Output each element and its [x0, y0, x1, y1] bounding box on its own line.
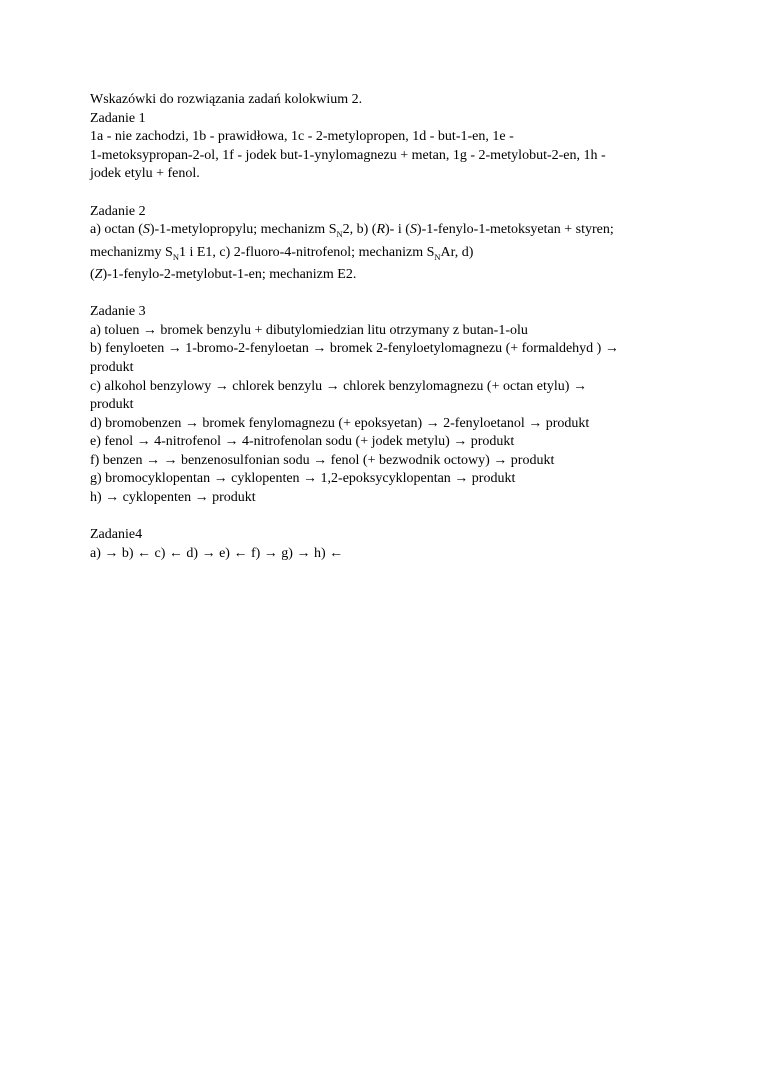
zadanie-3-line: g) bromocyklopentan → cyklopenten → 1,2-epoksycyklopentan → produkt [90, 471, 516, 487]
zadanie-3-line: a) toluen → bromek benzylu + dibutylomiedzian litu otrzymany z butan-1-olu [90, 322, 528, 338]
section-heading-zadanie-2: Zadanie 2 [90, 203, 146, 219]
zadanie-3-line: h) → cyklopenten → produkt [90, 490, 256, 506]
zadanie-3-line: f) benzen → → benzenosulfonian sodu → fenol (+ bezwodnik octowy) → produkt [90, 452, 555, 468]
zadanie-3-line: d) bromobenzen → bromek fenylomagnezu (+ epoksyetan) → 2-fenyloetanol → produkt [90, 415, 590, 431]
zadanie-3-line: b) fenyloeten → 1-bromo-2-fenyloetan → bromek 2-fenyloetylomagnezu (+ formaldehyd ) → [90, 341, 619, 357]
zadanie-3-line: produkt [90, 397, 134, 413]
section-heading-zadanie-4: Zadanie4 [90, 527, 143, 543]
stereo-descriptor: S [409, 222, 417, 238]
zadanie-2-line [90, 244, 680, 266]
zadanie-2-line [90, 221, 680, 243]
zadanie-3-line: c) alkohol benzylowy → chlorek benzylu → chlorek benzylomagnezu (+ octan etylu) → [90, 378, 587, 394]
document-title: Wskazówki do rozwiązania zadań kolokwium 2. [90, 92, 363, 107]
text-run: )-1-fenylo-2-metylobut-1-en; mechanizm E2. [102, 266, 357, 282]
section-heading-zadanie-1: Zadanie 1 [90, 110, 146, 126]
subscript: N [172, 251, 179, 262]
paragraph-gap [90, 508, 680, 527]
stereo-descriptor: S [142, 222, 150, 238]
text-run: 1 i E1, c) 2-fluoro-4-nitrofenol; mechanizm S [178, 244, 435, 260]
text-run: Ar, d) [440, 244, 474, 260]
stereo-descriptor: R [376, 222, 386, 238]
subscript: N [434, 251, 441, 262]
zadanie-3-line: e) fenol → 4-nitrofenol → 4-nitrofenolan sodu (+ jodek metylu) → produkt [90, 434, 515, 450]
zadanie-3-line: produkt [90, 359, 134, 375]
paragraph-gap [90, 184, 680, 203]
zadanie-4-line: a) → b) ← c) ← d) → e) ← f) → g) → h) ← [90, 545, 344, 561]
zadanie-1-line: 1-metoksypropan-2-ol, 1f - jodek but-1-ynylomagnezu + metan, 1g - 2-metylobut-2-en, 1h - [90, 147, 606, 163]
zadanie-2-line [90, 266, 680, 285]
text-run: ( [90, 266, 95, 282]
zadanie-1-line: 1a - nie zachodzi, 1b - prawidłowa, 1c - 2-metylopropen, 1d - but-1-en, 1e - [90, 129, 514, 145]
subscript: N [336, 228, 343, 239]
text-run: mechanizmy S [90, 244, 173, 260]
section-heading-zadanie-3: Zadanie 3 [90, 304, 146, 320]
text-run: )-1-metylopropylu; mechanizm S [149, 222, 337, 238]
document-body [90, 91, 680, 563]
text-run: 2, b) ( [342, 222, 377, 238]
stereo-descriptor: Z [94, 266, 103, 282]
text-run: a) octan ( [90, 222, 143, 238]
paragraph-gap [90, 285, 680, 304]
zadanie-1-line: jodek etylu + fenol. [90, 166, 200, 182]
text-run: )-1-fenylo-1-metoksyetan + styren; [416, 222, 614, 238]
text-run: )- i ( [385, 222, 410, 238]
